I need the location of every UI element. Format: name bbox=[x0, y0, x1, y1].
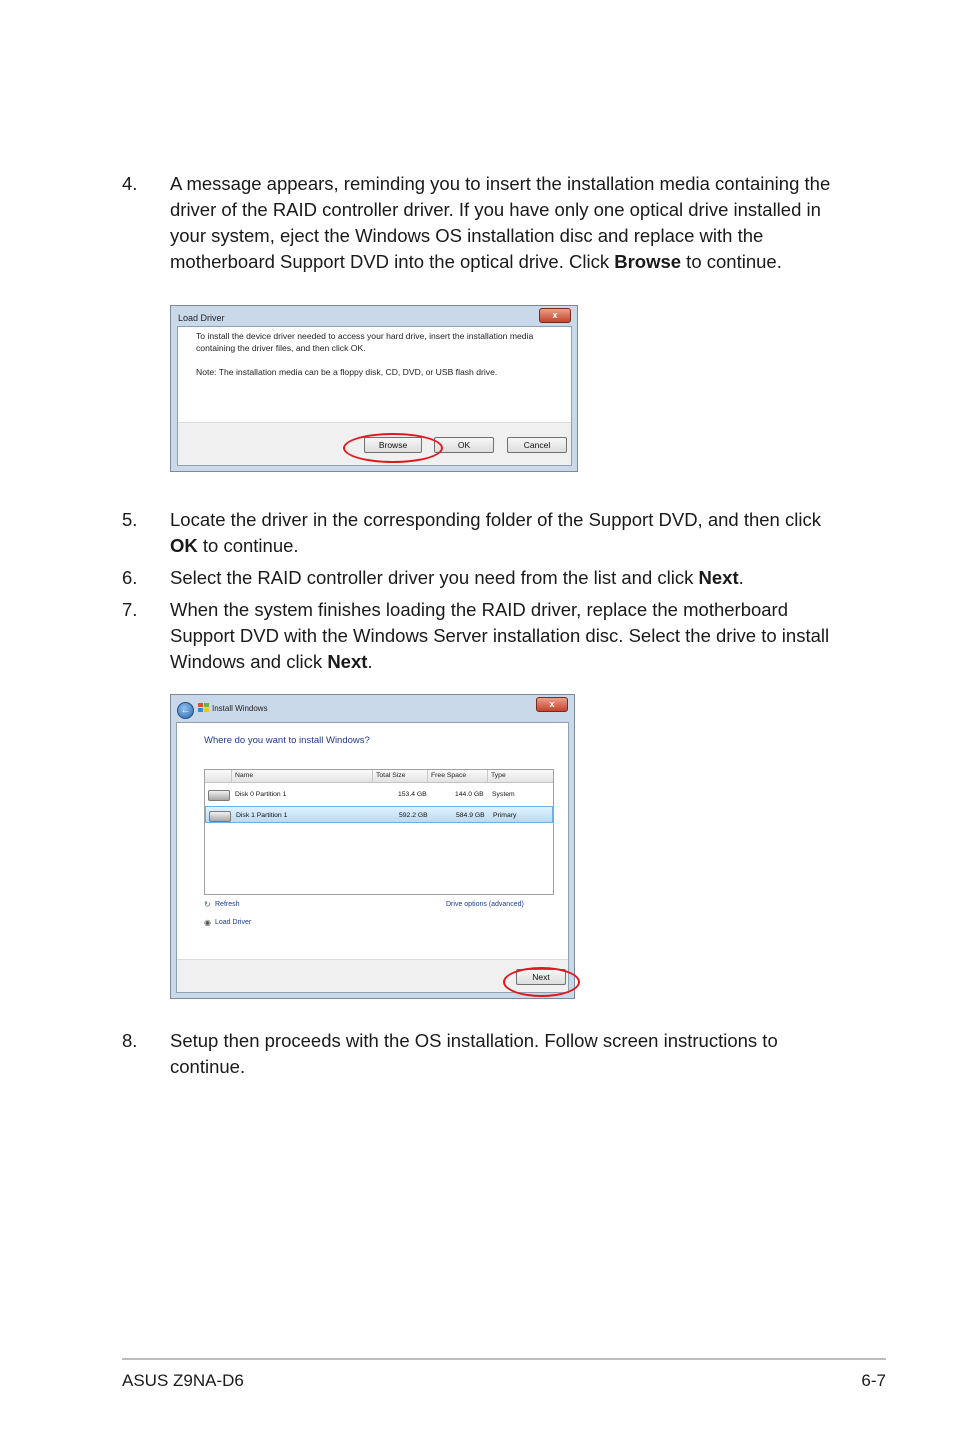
column-header-name[interactable]: Name bbox=[231, 770, 371, 782]
step-5 bbox=[122, 507, 852, 559]
dialog-title: Load Driver bbox=[178, 313, 225, 323]
step-text: A message appears, reminding you to insert the installation media containing the driver of the RAID controller driver. If you have only one optical drive installed in your system, eject the Windows OS installation disc and replace with the motherboard Support DVD into the optical drive. Click Browse to continue. bbox=[170, 173, 831, 272]
step-number: 7. bbox=[122, 599, 138, 620]
column-header-total-size[interactable]: Total Size bbox=[372, 770, 426, 782]
column-header-type[interactable]: Type bbox=[487, 770, 551, 782]
browse-button[interactable]: Browse bbox=[364, 437, 422, 453]
load-driver-link[interactable]: Load Driver bbox=[215, 919, 252, 926]
close-button[interactable]: x bbox=[536, 697, 568, 712]
step-8 bbox=[122, 1028, 852, 1080]
next-highlight-ring bbox=[503, 967, 580, 997]
refresh-icon: ↻ bbox=[204, 900, 211, 909]
ok-button[interactable]: OK bbox=[434, 437, 494, 453]
table-header bbox=[205, 770, 553, 783]
page-heading: Where do you want to install Windows? bbox=[204, 735, 370, 746]
next-button[interactable]: Next bbox=[516, 969, 566, 985]
hard-disk-icon bbox=[209, 811, 231, 822]
step-number: 6. bbox=[122, 567, 138, 588]
step-4 bbox=[122, 171, 852, 275]
dialog-body bbox=[176, 722, 569, 993]
disc-icon: ◉ bbox=[204, 918, 211, 927]
step-7 bbox=[122, 597, 852, 675]
dialog-title: Install Windows bbox=[212, 704, 268, 713]
step-6 bbox=[122, 565, 852, 591]
close-button[interactable]: x bbox=[539, 308, 571, 323]
dialog-note: Note: The installation media can be a floppy disk, CD, DVD, or USB flash drive. bbox=[196, 367, 498, 377]
step-text: Setup then proceeds with the OS installation. Follow screen instructions to continue. bbox=[170, 1030, 778, 1077]
table-row[interactable]: Disk 0 Partition 1 153.4 GB 144.0 GB System bbox=[205, 786, 553, 803]
step-number: 5. bbox=[122, 509, 138, 530]
step-number: 8. bbox=[122, 1030, 138, 1051]
footer-page-number: 6-7 bbox=[861, 1371, 886, 1390]
cancel-button[interactable]: Cancel bbox=[507, 437, 567, 453]
footer-product-name: ASUS Z9NA-D6 bbox=[122, 1371, 244, 1390]
step-text: When the system finishes loading the RAID driver, replace the motherboard Support DVD with the Windows Server installation disc. Select the drive to install Windows and click Next. bbox=[170, 599, 830, 672]
footer-rule bbox=[122, 1358, 886, 1360]
windows-logo-icon bbox=[198, 703, 209, 713]
back-arrow-icon[interactable]: ← bbox=[177, 702, 194, 719]
column-header-free-space[interactable]: Free Space bbox=[427, 770, 469, 782]
drive-options-link[interactable]: Drive options (advanced) bbox=[446, 901, 524, 908]
step-text: Select the RAID controller driver you need from the list and click Next. bbox=[170, 567, 744, 588]
partition-table bbox=[204, 769, 554, 895]
install-windows-dialog bbox=[170, 694, 575, 999]
browse-highlight-ring bbox=[343, 433, 443, 463]
dialog-message: To install the device driver needed to access your hard drive, insert the installation media containing the driver files, and then click OK. bbox=[196, 331, 534, 353]
refresh-link[interactable]: Refresh bbox=[215, 901, 240, 908]
hard-disk-icon bbox=[208, 790, 230, 801]
step-number: 4. bbox=[122, 173, 138, 194]
step-text: Locate the driver in the corresponding folder of the Support DVD, and then click OK to continue. bbox=[170, 509, 821, 556]
table-row-selected[interactable]: Disk 1 Partition 1 592.2 GB 584.9 GB Primary bbox=[205, 806, 553, 823]
